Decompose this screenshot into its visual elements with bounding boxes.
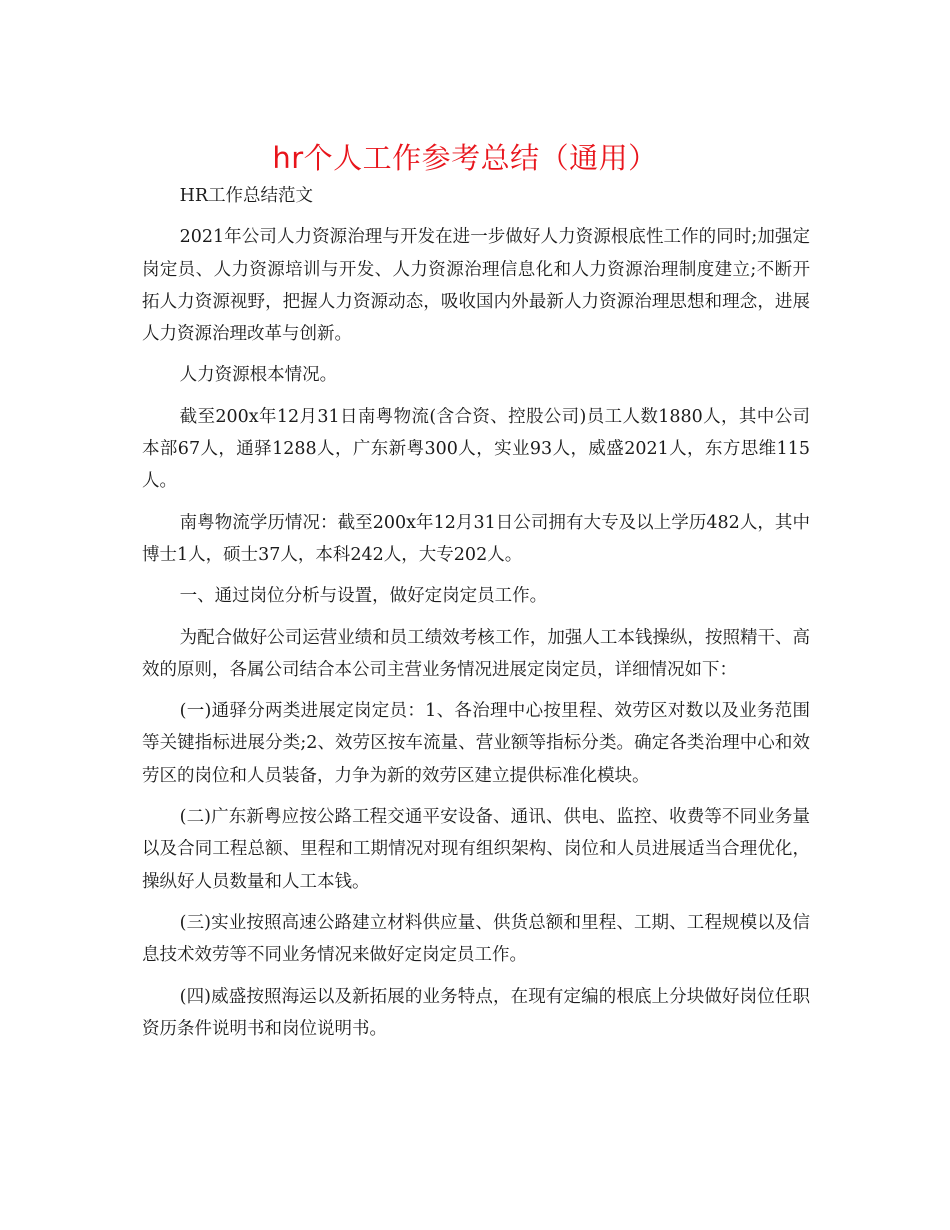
document-title: hr个人工作参考总结（通用）	[272, 141, 658, 175]
paragraph: 2021年公司人力资源治理与开发在进一步做好人力资源根底性工作的同时;加强定岗定员、人力资源培训与开发、人力资源治理信息化和人力资源治理制度建立;不断开拓人力资源视野，把握人力资源动态，吸收国内外最新人力资源治理思想和理念，进展人力资源治理改革与创新。	[142, 227, 810, 345]
paragraph: (二)广东新粤应按公路工程交通平安设备、通讯、供电、监控、收费等不同业务量以及合同工程总额、里程和工期情况对现有组织架构、岗位和人员进展适当合理优化，操纵好人员数量和人工本钱。	[142, 807, 810, 892]
paragraph: 南粤物流学历情况：截至200x年12月31日公司拥有大专及以上学历482人，其中博士1人，硕士37人，本科242人，大专202人。	[142, 512, 810, 565]
document-body	[142, 180, 810, 1054]
paragraph: (四)威盛按照海运以及新拓展的业务特点，在现有定编的根底上分块做好岗位任职资历条件说明书和岗位说明书。	[142, 986, 810, 1039]
paragraph: 截至200x年12月31日南粤物流(含合资、控股公司)员工人数1880人，其中公司本部67人，通驿1288人，广东新粤300人，实业93人，威盛2021人，东方思维115人。	[142, 406, 810, 492]
paragraph: (一)通驿分两类进展定岗定员：1、各治理中心按里程、效劳区对数以及业务范围等关键指标进展分类;2、效劳区按车流量、营业额等指标分类。确定各类治理中心和效劳区的岗位和人员装备，力争为新的效劳区建立提供标准化模块。	[142, 701, 810, 786]
paragraph: 人力资源根本情况。	[179, 365, 338, 386]
paragraph: 一、通过岗位分析与设置，做好定岗定员工作。	[179, 586, 548, 607]
paragraph: (三)实业按照高速公路建立材料供应量、供货总额和里程、工期、工程规模以及信息技术效劳等不同业务情况来做好定岗定员工作。	[142, 912, 810, 966]
paragraph-heading: HR工作总结范文	[179, 186, 314, 206]
paragraph: 为配合做好公司运营业绩和员工绩效考核工作，加强人工本钱操纵，按照精干、高效的原则，各属公司结合本公司主营业务情况进展定岗定员，详细情况如下：	[142, 627, 810, 680]
